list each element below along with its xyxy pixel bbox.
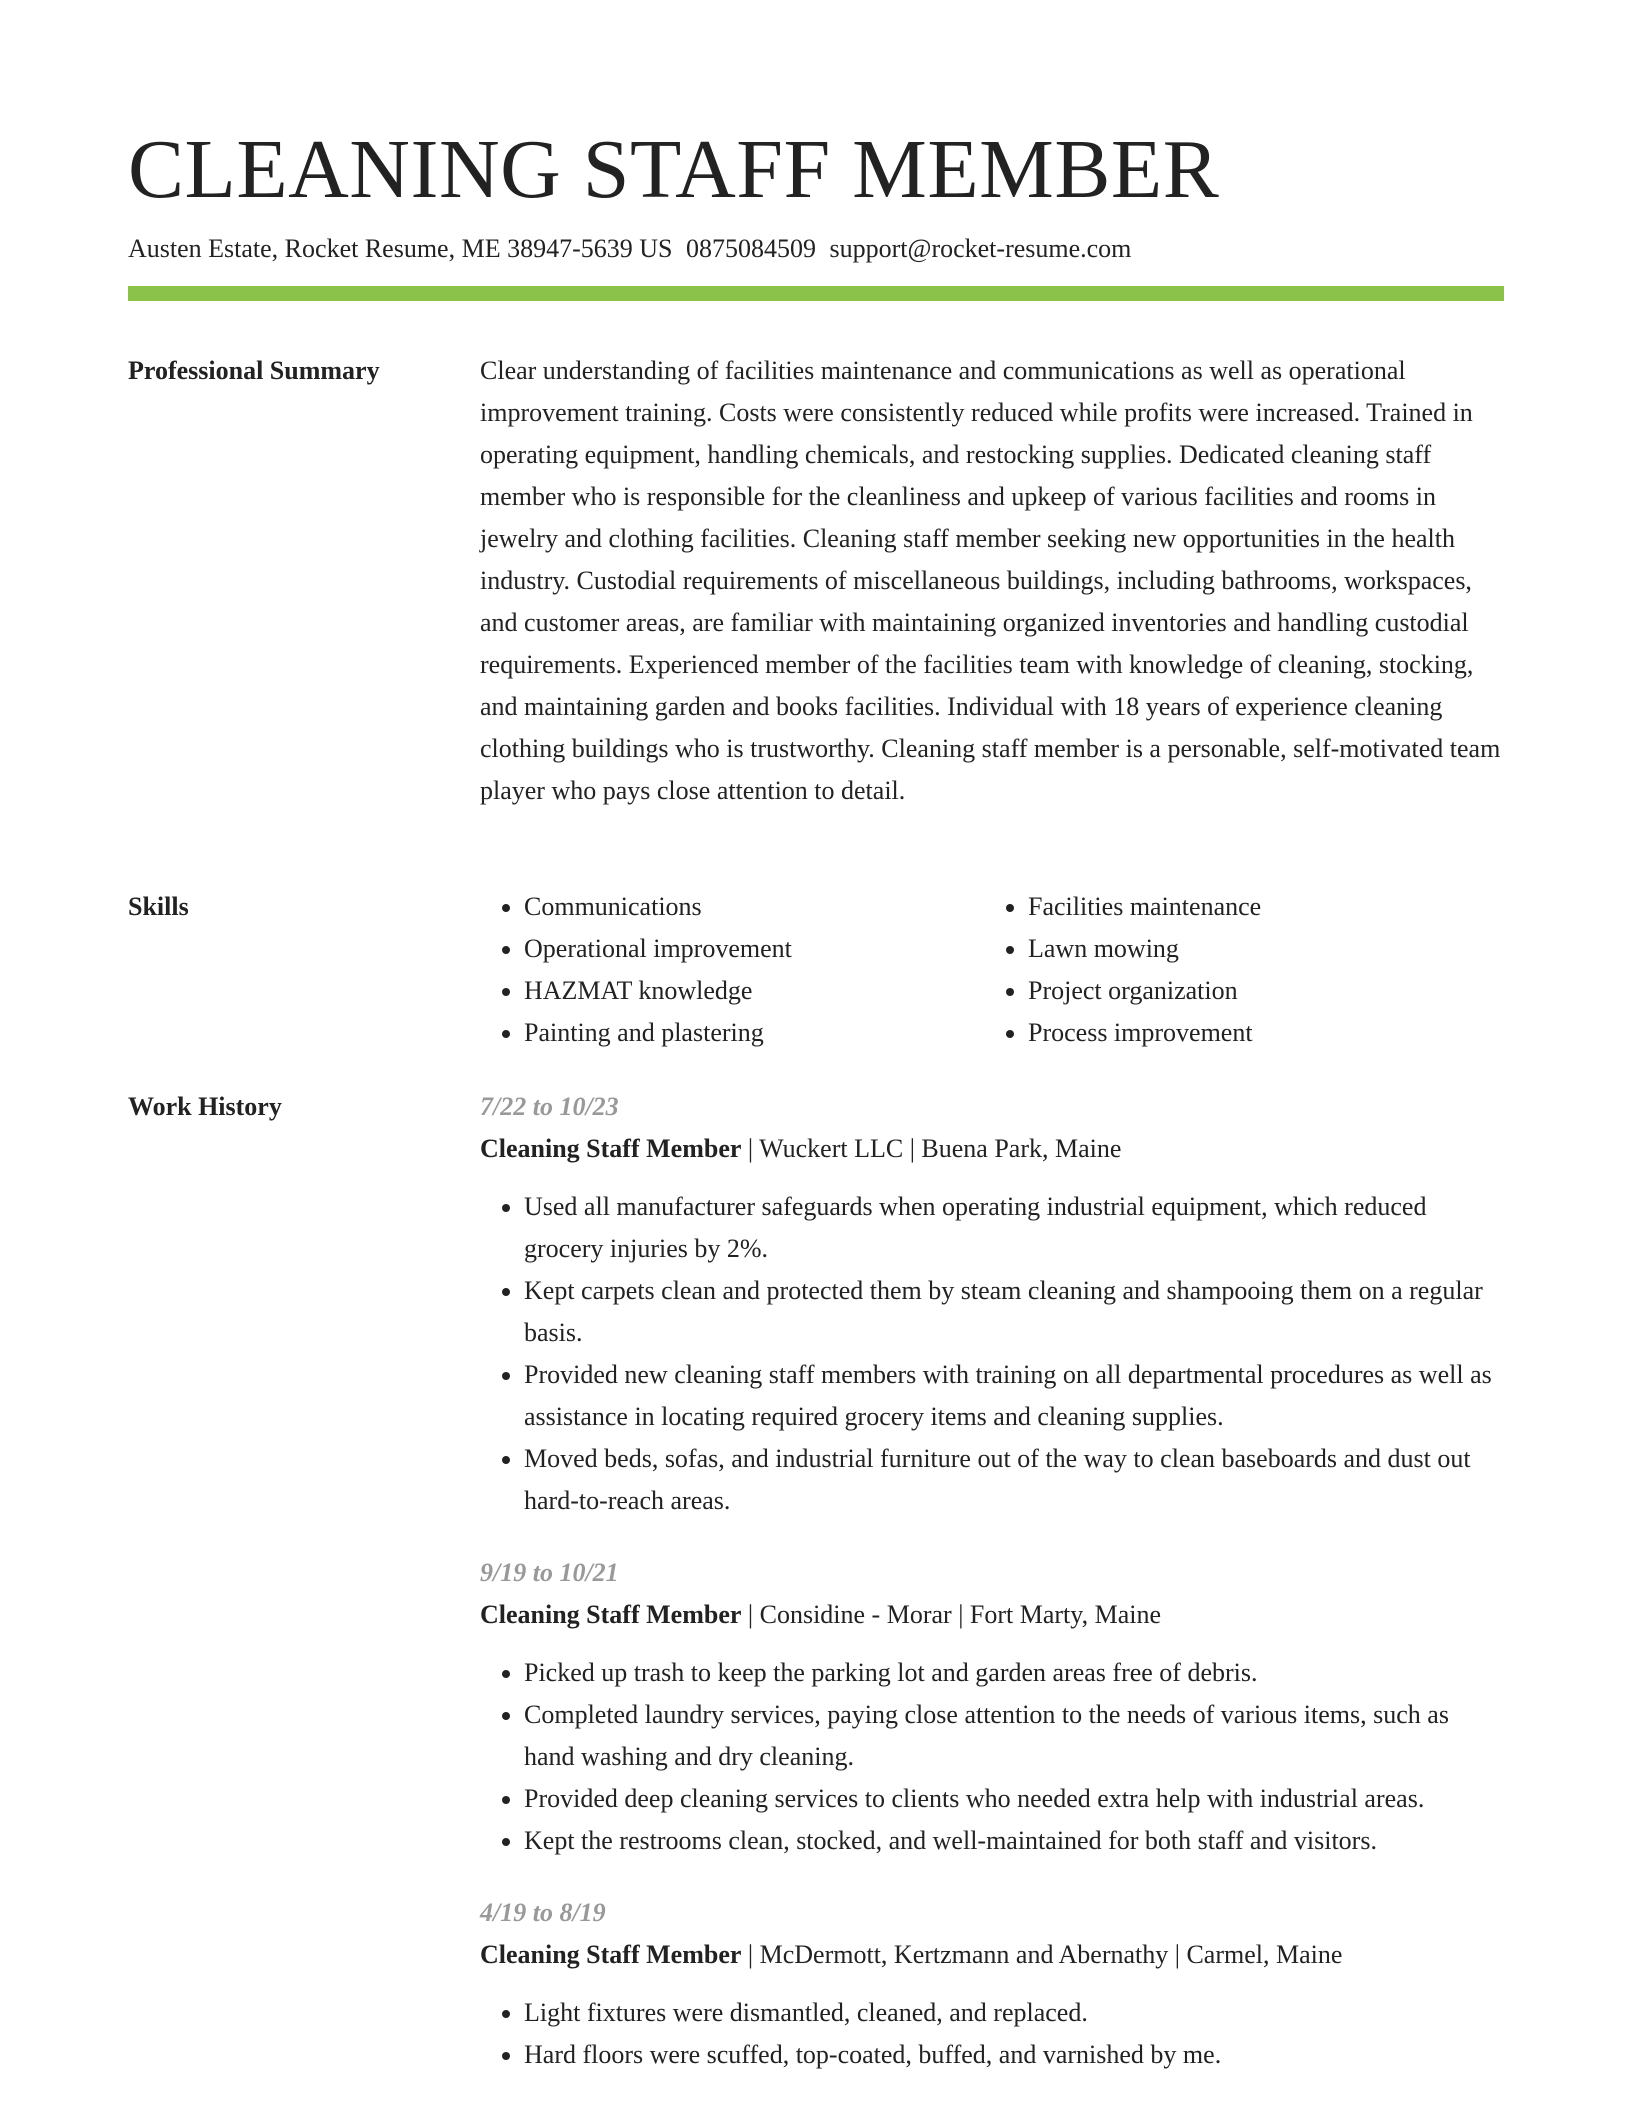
summary-text: Clear understanding of facilities maintenance and communications as well as operational improvement training. Costs were consistently reduced while profits were increased. Trained in operating equipment, handling chemicals, and restocking supplies. Dedicated cleaning staff member who is responsible for the cleanliness and upkeep of various facilities and rooms in jewelry and clothing facilities. Cleaning staff member seeking new opportunities in the health industry. Custodial requirements of miscellaneous buildings, including bathrooms, workspaces, and customer areas, are familiar with maintaining organized inventories and handling custodial requirements. Experienced member of the facilities team with knowledge of cleaning, stocking, and maintaining garden and books facilities. Individual with 18 years of experience cleaning clothing buildings who is trustworthy. Cleaning staff member is a personable, self-motivated team player who pays close attention to detail. (480, 356, 1501, 805)
summary-body (480, 350, 1504, 812)
job-bullet: • Hard floors were scuffed, top-coated, buffed, and varnished by me. (524, 2034, 1504, 2076)
job-title: Cleaning Staff Member (480, 1940, 742, 1969)
candidate-name: CLEANING STAFF MEMBER (128, 123, 1220, 216)
job-entry (480, 1892, 1504, 2076)
job-bullet: • Light fixtures were dismantled, cleaned, and replaced. (524, 1992, 1504, 2034)
skill-item: • HAZMAT knowledge (524, 970, 984, 1012)
contact-phone: 0875084509 (686, 234, 816, 263)
job-bullet: • Picked up trash to keep the parking lot and garden areas free of debris. (524, 1652, 1504, 1694)
job-bullet: • Kept the restrooms clean, stocked, and well-maintained for both staff and visitors. (524, 1820, 1504, 1862)
skill-item: • Facilities maintenance (1028, 886, 1488, 928)
skills-body (480, 886, 1504, 1054)
contact-email: support@rocket-resume.com (829, 234, 1132, 263)
skill-item: • Painting and plastering (524, 1012, 984, 1054)
contact-line (128, 230, 1131, 268)
job-dates: 4/19 to 8/19 (480, 1898, 606, 1927)
job-dates: 7/22 to 10/23 (480, 1092, 619, 1121)
job-bullet: • Kept carpets clean and protected them by steam cleaning and shampooing them on a regular basis. (524, 1270, 1504, 1354)
skill-item: • Operational improvement (524, 928, 984, 970)
work-history-label: Work History (128, 1092, 282, 1121)
job-bullet: • Used all manufacturer safeguards when operating industrial equipment, which reduced grocery injuries by 2%. (524, 1186, 1504, 1270)
job-details: | Considine - Morar | Fort Marty, Maine (741, 1600, 1162, 1629)
job-dates: 9/19 to 10/21 (480, 1558, 619, 1587)
skill-item: • Communications (524, 886, 984, 928)
work-history-body (480, 1086, 1504, 2106)
job-bullet: • Provided new cleaning staff members with training on all departmental procedures as well as assistance in locating required grocery items and cleaning supplies. (524, 1354, 1504, 1438)
contact-address: Austen Estate, Rocket Resume, ME 38947-5639 US (128, 234, 673, 263)
skills-columns (480, 886, 1504, 1054)
job-bullets (480, 1992, 1504, 2076)
job-entry (480, 1552, 1504, 1862)
job-title: Cleaning Staff Member (480, 1134, 742, 1163)
job-title-line (480, 1594, 1504, 1636)
job-title-line (480, 1934, 1504, 1976)
job-bullets (480, 1186, 1504, 1522)
job-bullet: • Provided deep cleaning services to clients who needed extra help with industrial areas. (524, 1778, 1504, 1820)
skill-item: • Lawn mowing (1028, 928, 1488, 970)
skills-list-left (480, 886, 984, 1054)
skill-item: • Project organization (1028, 970, 1488, 1012)
summary-label: Professional Summary (128, 356, 380, 385)
job-title-line (480, 1128, 1504, 1170)
header-divider (128, 286, 1504, 301)
skill-item: • Process improvement (1028, 1012, 1488, 1054)
job-bullet: • Moved beds, sofas, and industrial furniture out of the way to clean baseboards and dust out hard-to-reach areas. (524, 1438, 1504, 1522)
skills-list-right (984, 886, 1488, 1054)
job-entry (480, 1086, 1504, 1522)
job-details: | Wuckert LLC | Buena Park, Maine (741, 1134, 1122, 1163)
job-title: Cleaning Staff Member (480, 1600, 742, 1629)
job-bullets (480, 1652, 1504, 1862)
job-details: | McDermott, Kertzmann and Abernathy | Carmel, Maine (741, 1940, 1343, 1969)
skills-label: Skills (128, 892, 189, 921)
job-bullet: • Completed laundry services, paying close attention to the needs of various items, such as hand washing and dry cleaning. (524, 1694, 1504, 1778)
